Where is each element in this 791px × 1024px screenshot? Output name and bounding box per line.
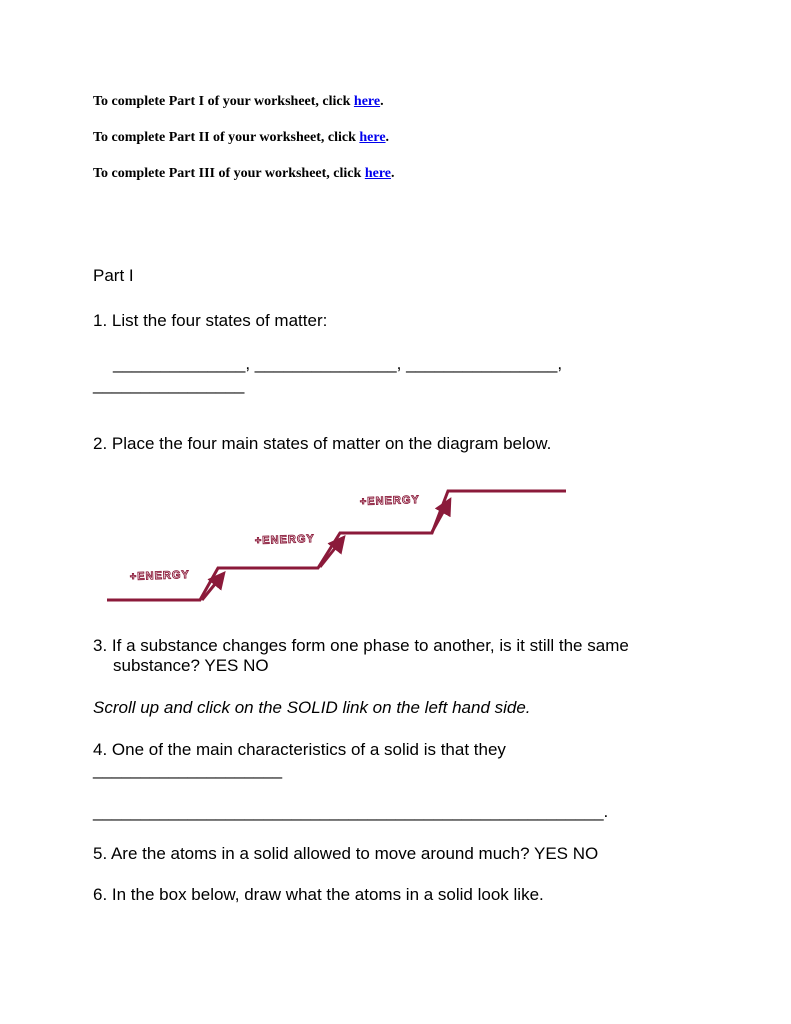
part1-link-line [93, 94, 384, 110]
question-3-line2: substance? YES NO [113, 656, 269, 675]
link-suffix: . [380, 94, 384, 109]
question-1-blanks-line1: ______________, _______________, ________________, [113, 354, 563, 373]
energy-arrow-1 [202, 578, 220, 600]
link-prefix: To complete Part II of your worksheet, click [93, 130, 360, 145]
question-5: 5. Are the atoms in a solid allowed to move around much? YES NO [93, 844, 599, 863]
question-4-blank1: ____________________ [93, 760, 283, 779]
link-prefix: To complete Part III of your worksheet, click [93, 166, 365, 181]
question-4: 4. One of the main characteristics of a solid is that they [93, 740, 506, 759]
question-1: 1. List the four states of matter: [93, 311, 328, 330]
part2-link-line [93, 130, 389, 146]
link-suffix: . [385, 130, 390, 145]
link-prefix: To complete Part I of your worksheet, click [93, 94, 354, 109]
question-1-blanks-line2: ________________ [93, 375, 245, 394]
question-4-blank2: ______________________________________________________. [93, 802, 609, 821]
energy-label-1: +ENERGY [129, 568, 190, 583]
energy-label-2: +ENERGY [254, 532, 315, 547]
here-link-part1[interactable]: here [353, 94, 381, 109]
energy-label-3: +ENERGY [359, 493, 420, 508]
question-6: 6. In the box below, draw what the atoms in a solid look like. [93, 885, 544, 904]
part3-link-line [93, 166, 395, 182]
question-3-line1: 3. If a substance changes form one phase to another, is it still the same [93, 636, 629, 655]
part-heading: Part I [93, 266, 134, 285]
energy-arrow-2 [320, 542, 340, 567]
energy-arrow-3 [432, 505, 447, 532]
question-2: 2. Place the four main states of matter on the diagram below. [93, 434, 552, 453]
staircase-line [107, 491, 566, 600]
link-suffix: . [391, 166, 395, 181]
here-link-part3[interactable]: here [364, 166, 391, 181]
here-link-part2[interactable]: here [359, 130, 386, 145]
solid-instruction: Scroll up and click on the SOLID link on the left hand side. [93, 698, 531, 717]
